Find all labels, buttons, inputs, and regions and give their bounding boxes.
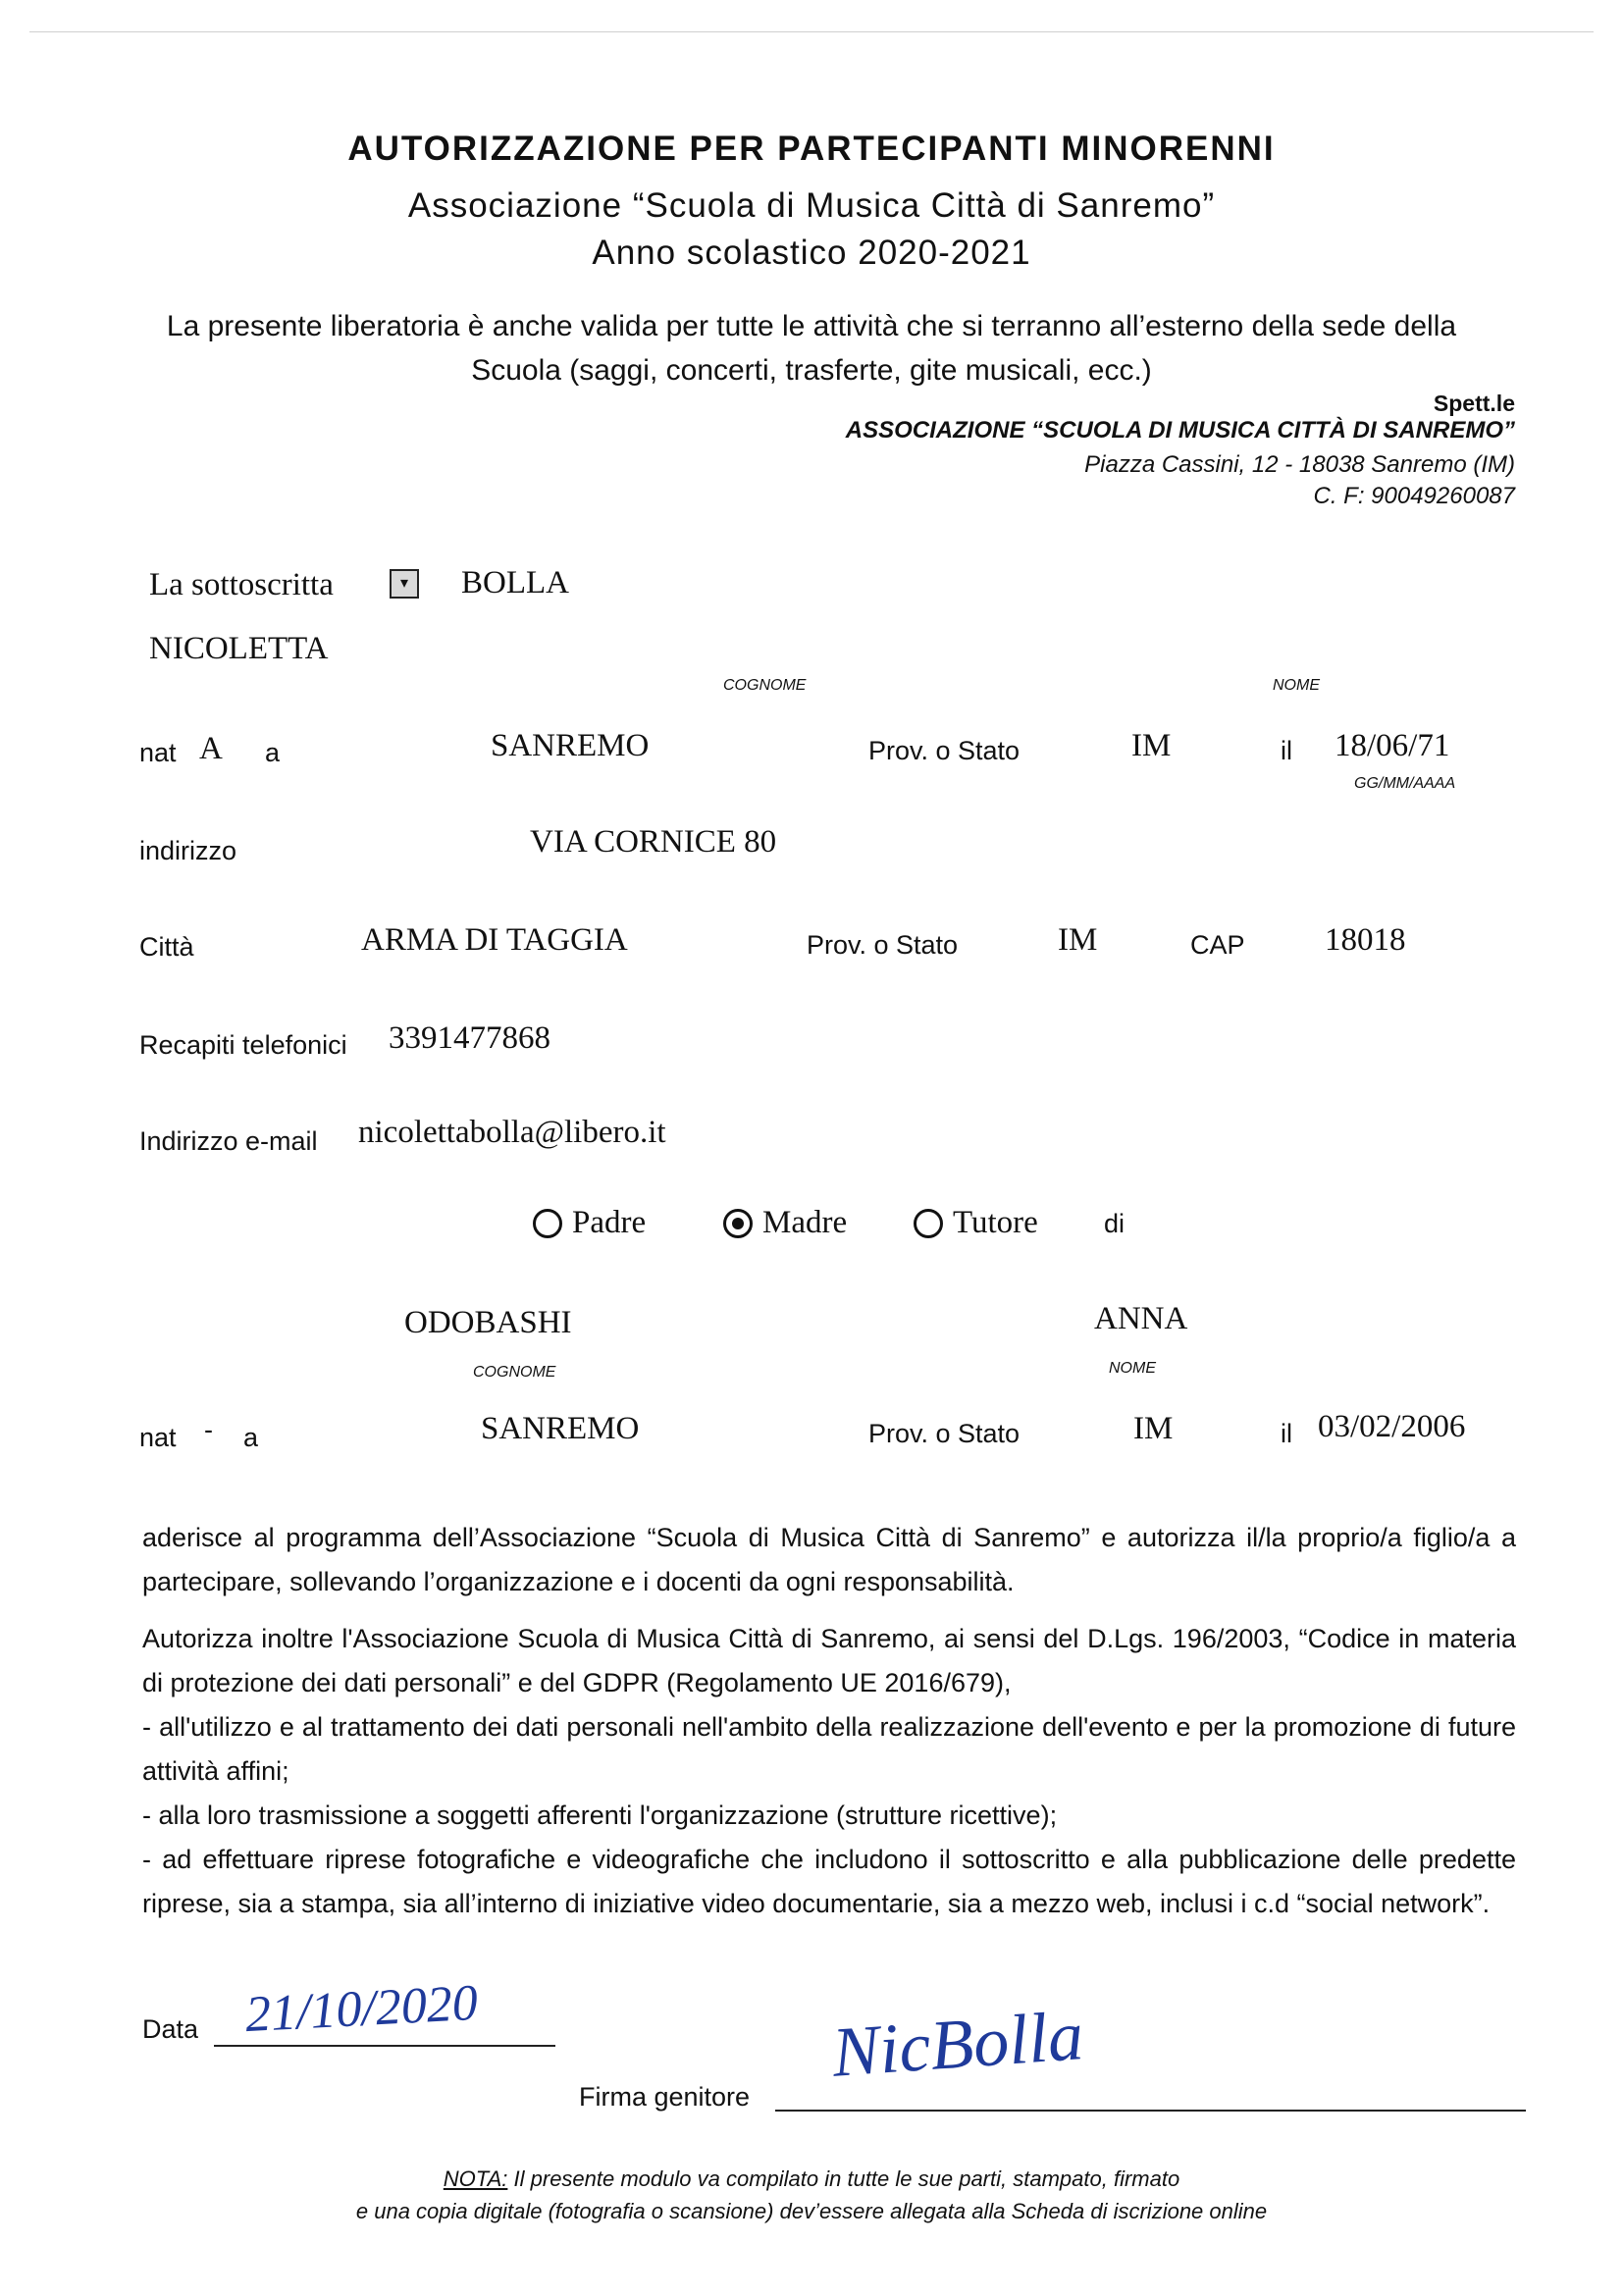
privacy-bullet-2: - alla loro trasmissione a soggetti afferenti l'organizzazione (strutture ricettive);	[142, 1800, 1058, 1830]
minor-il-label: il	[1281, 1419, 1292, 1448]
parent-birthplace[interactable]: SANREMO	[491, 728, 650, 763]
intro-text: La presente liberatoria è anche valida per tutte le attività che si terranno all’esterno della sede della Scuola (saggi, concerti, trasferte, gite musicali, ecc.)	[166, 310, 1457, 387]
parent-surname-caption: COGNOME	[723, 677, 807, 694]
minor-birthplace[interactable]: SANREMO	[481, 1411, 640, 1446]
radio-tutore-label: Tutore	[953, 1205, 1038, 1240]
parent-a-label: a	[265, 738, 281, 767]
signature-label: Firma genitore	[579, 2082, 751, 2112]
address-field[interactable]: VIA CORNICE 80	[530, 824, 777, 860]
parent-prov[interactable]: IM	[1131, 728, 1172, 763]
minor-name-caption: NOME	[1109, 1360, 1156, 1377]
minor-prov-label: Prov. o Stato	[868, 1419, 1021, 1448]
di-label: di	[1104, 1209, 1126, 1238]
school-year: Anno scolastico 2020-2021	[592, 234, 1031, 272]
address-label: indirizzo	[139, 836, 237, 865]
radio-padre[interactable]	[533, 1205, 646, 1241]
minor-surname-caption: COGNOME	[473, 1364, 556, 1381]
signature-underline	[775, 2110, 1526, 2112]
phone-field[interactable]: 3391477868	[389, 1020, 550, 1056]
adherence-paragraph: aderisce al programma dell’Associazione “Scuola di Musica Città di Sanremo” e autorizza il/la proprio/a figlio/a a partecipare, sollevando l’organizzazione e i docenti da ogni responsabilità.	[142, 1523, 1516, 1596]
parent-prov-label: Prov. o Stato	[868, 736, 1021, 765]
recipient-address: Piazza Cassini, 12 - 18038 Sanremo (IM)	[1084, 451, 1515, 478]
city-label: Città	[139, 932, 194, 962]
minor-surname[interactable]: ODOBASHI	[404, 1305, 572, 1340]
city-prov-label: Prov. o Stato	[807, 930, 959, 960]
radio-tutore[interactable]	[914, 1205, 1038, 1241]
radio-madre-label: Madre	[762, 1205, 848, 1240]
note-line-1	[0, 2163, 1623, 2195]
privacy-paragraph: Autorizza inoltre l'Associazione Scuola di Musica Città di Sanremo, ai sensi del D.Lgs. 196/2003, “Codice in materia di protezione dei dati personali” e del GDPR (Regolamento UE 2016/679),	[142, 1624, 1516, 1697]
recipient-cf: C. F: 90049260087	[1313, 483, 1515, 509]
gender-dropdown[interactable]	[390, 569, 419, 599]
minor-name[interactable]: ANNA	[1094, 1301, 1188, 1336]
radio-padre-label: Padre	[572, 1205, 647, 1240]
parent-birthdate[interactable]: 18/06/71	[1335, 728, 1450, 763]
minor-born-suffix[interactable]: -	[204, 1415, 213, 1444]
radio-padre-circle[interactable]	[533, 1209, 562, 1238]
parent-born-label: nat	[139, 738, 177, 767]
association-subtitle: Associazione “Scuola di Musica Città di Sanremo”	[407, 186, 1216, 225]
dropdown-arrow-icon: ▾	[399, 575, 409, 592]
parent-name-caption: NOME	[1273, 677, 1320, 694]
privacy-bullet-3: - ad effettuare riprese fotografiche e videografiche che includono il sottoscritto e alla pubblicazione delle predette riprese, sia a stampa, sia all’interno di iniziative video documentarie, sia a mezzo web, inclusi i c.d “social network”.	[142, 1845, 1516, 1918]
date-label: Data	[142, 2014, 199, 2044]
city-field[interactable]: ARMA DI TAGGIA	[361, 922, 628, 958]
parent-surname[interactable]: BOLLA	[461, 565, 569, 600]
phone-label: Recapiti telefonici	[139, 1030, 347, 1060]
minor-a-label: a	[243, 1423, 259, 1452]
parent-signature[interactable]: NicBolla	[829, 1996, 1086, 2092]
radio-madre-circle[interactable]	[723, 1209, 753, 1238]
parent-il-label: il	[1281, 736, 1292, 765]
note-text-1: Il presente modulo va compilato in tutte le sue parti, stampato, firmato	[513, 2166, 1180, 2191]
radio-tutore-circle[interactable]	[914, 1209, 943, 1238]
city-prov[interactable]: IM	[1058, 922, 1098, 958]
cap-label: CAP	[1190, 930, 1245, 960]
date-handwritten[interactable]: 21/10/2020	[243, 1974, 480, 2044]
parent-name[interactable]: NICOLETTA	[149, 631, 329, 666]
document-title: AUTORIZZAZIONE PER PARTECIPANTI MINORENNI	[347, 130, 1276, 168]
date-format-caption: GG/MM/AAAA	[1354, 775, 1456, 792]
top-border	[29, 31, 1594, 32]
recipient-name: ASSOCIAZIONE “SCUOLA DI MUSICA CITTÀ DI SANREMO”	[845, 417, 1515, 444]
cap-field[interactable]: 18018	[1325, 922, 1406, 958]
privacy-bullet-1: - all'utilizzo e al trattamento dei dati personali nell'ambito della realizzazione dell'evento e per la promozione di future attività affini;	[142, 1712, 1516, 1786]
date-underline	[214, 2045, 555, 2047]
minor-birthdate[interactable]: 03/02/2006	[1318, 1409, 1466, 1444]
minor-prov[interactable]: IM	[1133, 1411, 1174, 1446]
email-label: Indirizzo e-mail	[139, 1126, 318, 1156]
note-label: NOTA:	[443, 2166, 508, 2191]
parent-born-suffix[interactable]: A	[199, 731, 223, 766]
minor-born-label: nat	[139, 1423, 177, 1452]
email-field[interactable]: nicolettabolla@libero.it	[358, 1115, 666, 1150]
note-line-2: e una copia digitale (fotografia o scansione) dev’essere allegata alla Scheda di iscrizione online	[355, 2199, 1268, 2223]
radio-madre[interactable]	[723, 1205, 847, 1241]
sottoscritta-label: La sottoscritta	[149, 567, 334, 602]
recipient-spett: Spett.le	[1433, 391, 1515, 416]
